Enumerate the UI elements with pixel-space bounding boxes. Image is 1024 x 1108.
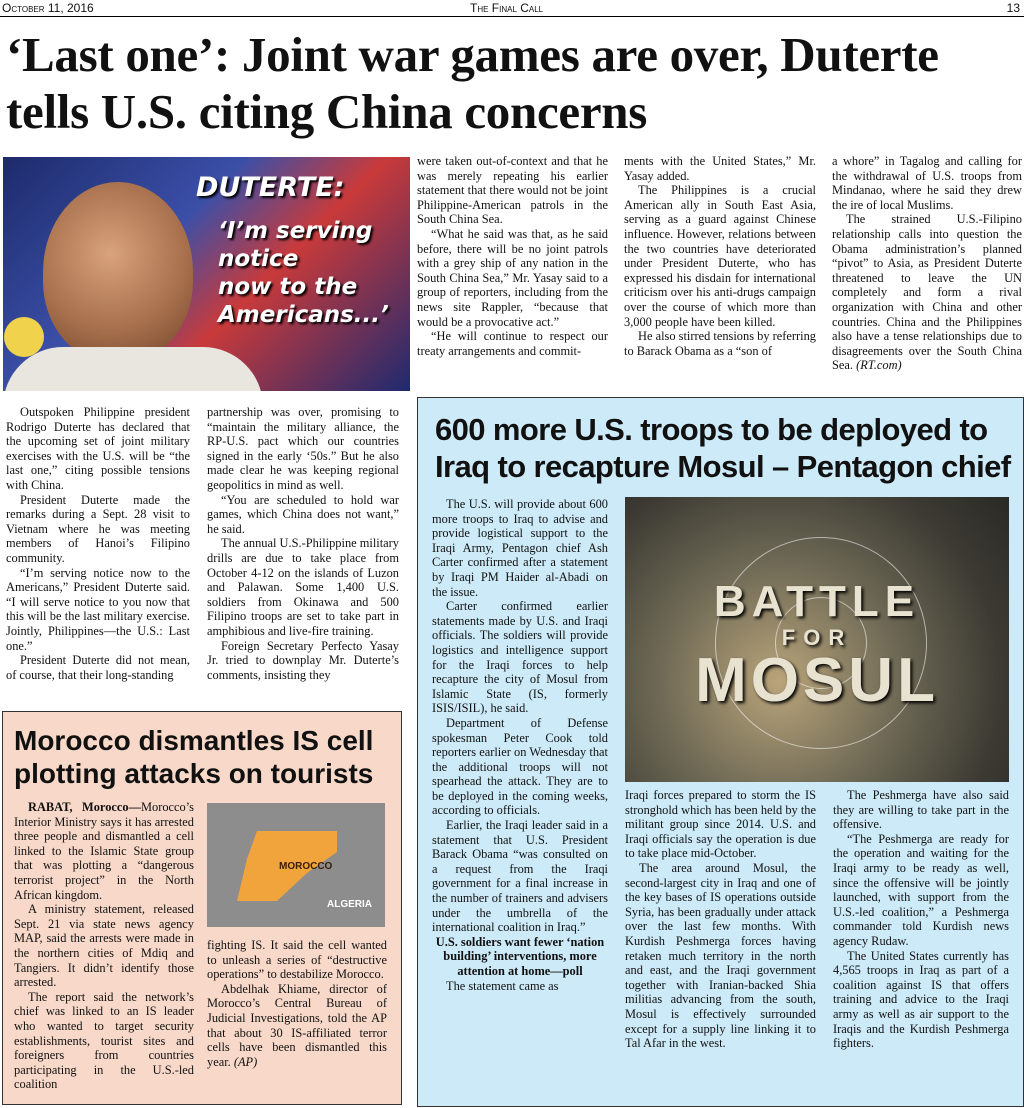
- paragraph: Outspoken Philippine president Rodrigo Duterte has declared that the upcoming set of joint military exercises with the U.S. will be “the last one,” citing possible tensions with China.: [6, 405, 190, 492]
- paragraph: The U.S. will provide about 600 more troops to Iraq to advise and provide logistical support to the Iraqi Army, Pentagon chief Ash Carter confirmed after a statement by Iraqi PM Haider al-Abadi on the issue.: [432, 497, 608, 599]
- main-headline: ‘Last one’: Joint war games are over, Duterte tells U.S. citing China concerns: [6, 27, 939, 139]
- image-text-for: FOR: [781, 625, 853, 650]
- paragraph: “I’m serving notice now to the Americans,” President Duterte said. “I will serve notice to you now that this will be the last military exercise. Jointly, Philippines—the U.S.: Last one.”: [6, 565, 190, 653]
- paragraph: partnership was over, promising to “maintain the military alliance, the RP-U.S. pact which our countries signed in the early ‘50s.” But he also made clear he was keeping regional geopolitics in mind as well.: [207, 405, 399, 492]
- paragraph: A ministry statement, released Sept. 21 via state news agency MAP, said the arrests were made in the northern cities of Mdiq and Tangiers. It didn’t identify those arrested.: [14, 902, 194, 990]
- main-story-col-5: [832, 154, 1022, 373]
- mosul-col-2: [625, 788, 816, 1051]
- paragraph: The area around Mosul, the second-largest city in Iraq and one of the key bases of IS operations outside Syria, has been gradually under attack over the last few months. With Kurdish Peshmerga forces having retaken much territory in the north and east, and the Iraqi government together with Iranian-backed Shia militias advancing from the south, Mosul is effectively surrounded except for a supply line linking it to Tal Afar in the west.: [625, 860, 816, 1051]
- paragraph: The United States currently has 4,565 troops in Iraq as part of a coalition against IS that offers training and advice to the Iraqi army as well as air support to the Iraqis and the Kurdish Peshmerga fighters.: [833, 948, 1009, 1051]
- main-story-col-1: [6, 405, 190, 682]
- source-credit: (RT.com): [856, 358, 902, 373]
- paragraph: Foreign Secretary Perfecto Yasay Jr. tried to downplay Mr. Duterte’s comments, insisting they: [207, 638, 399, 682]
- map-label-algeria: ALGERIA: [327, 899, 372, 910]
- paragraph: a whore” in Tagalog and calling for the withdrawal of U.S. troops from Mindanao, where he said they drew the ire of local Muslims.: [832, 154, 1022, 212]
- main-story-col-3: [417, 154, 608, 358]
- subhead: U.S. soldiers want fewer ‘nation building’ interventions, more attention at home—poll: [435, 934, 605, 978]
- paragraph: The statement came as: [446, 978, 559, 993]
- paragraph: The Peshmerga have also said they are willing to take part in the offensive.: [833, 788, 1009, 832]
- paragraph-text: The strained U.S.-Filipino relationship calls into question the Obama administration’s planned “pivot” to Asia, as President Duterte threatened to leave the UN completely and form a rival organization with China and other countries. China and the Philippines also have a tense relationships due to disagreements over the South China Sea.: [832, 212, 1022, 373]
- paragraph: “The Peshmerga are ready for the operation and waiting for the Iraqi army to be ready as well, since the offensive will be jointly launched, with support from the U.S.-led coalition,” a Peshmerga commander told Kurdish news agency Rudaw.: [833, 831, 1009, 948]
- image-text-battle: BATTLE: [713, 577, 921, 626]
- photo-caption-title: DUTERTE:: [196, 172, 345, 203]
- main-story-col-4: [624, 154, 816, 358]
- paragraph: The report said the network’s chief was linked to an IS leader who wanted to target security establishments, tourist sites and foreigners from countries participating in the U.S.-led coalition: [14, 989, 194, 1092]
- paragraph: He also stirred tensions by referring to Barack Obama as a “son of: [624, 329, 816, 358]
- folio-page-number: 13: [1006, 1, 1020, 15]
- morocco-headline: Morocco dismantles IS cell plotting attacks on tourists: [14, 725, 374, 789]
- morocco-map: [207, 803, 385, 927]
- morocco-col-2: [207, 938, 387, 1069]
- paragraph: “What he said was that, as he said before, there will be no joint patrols with a grey ship of any nation in the South China Sea,” Mr. Yasay said to a group of reporters, including from the news site Rappler, “because that would be a provocative act.”: [417, 226, 608, 329]
- image-text-mosul: MOSUL: [695, 646, 939, 715]
- map-label-morocco: MOROCCO: [279, 861, 333, 872]
- flag-sun-icon: [4, 317, 44, 357]
- mosul-col-3: [833, 788, 1009, 1051]
- source-credit: (AP): [233, 1054, 258, 1069]
- main-story-col-2: [207, 405, 399, 682]
- paragraph: were taken out-of-context and that he was merely repeating his earlier statement that there would not be joint Philippine-American patrols in the South China Sea.: [417, 154, 608, 227]
- dateline: RABAT, Morocco—: [28, 800, 141, 814]
- paragraph: [832, 212, 1022, 373]
- paragraph: Earlier, the Iraqi leader said in a statement that U.S. President Barack Obama “was consulted on a request from the Iraqi government for a final increase in the number of trainers and advisers under the umbrella of the international coalition in Iraq.”: [432, 818, 608, 935]
- morocco-col-1: [14, 800, 194, 1092]
- paragraph: President Duterte did not mean, of course, that their long-standing: [6, 653, 190, 682]
- mosul-headline: 600 more U.S. troops to be deployed to Iraq to recapture Mosul – Pentagon chief: [435, 412, 1011, 484]
- paragraph: Carter confirmed earlier statements made by U.S. and Iraqi officials. The soldiers will provide logistics and intelligence support for the Iraqi forces to help recapture the city of Mosul from Islamic State (IS, formerly ISIS/ISIL), he said.: [432, 599, 608, 716]
- paragraph: President Duterte made the remarks during a Sept. 28 visit to Vietnam where he was meeting members of Hanoi’s Filipino community.: [6, 492, 190, 565]
- photo-caption-quote: ‘I’m serving notice now to the Americans...’: [218, 218, 389, 328]
- folio-paper-name: The Final Call: [470, 1, 544, 15]
- battle-for-mosul-image: [625, 497, 1009, 782]
- paragraph: Department of Defense spokesman Peter Cook told reporters earlier on Wednesday that the additional troops will not spearhead the attack. They are to be deployed in the coming weeks, according to officials.: [432, 715, 608, 818]
- folio-date: October 11, 2016: [2, 1, 94, 15]
- paragraph-text: Morocco’s Interior Ministry says it has arrested three people and dismantled a cell linked to the Islamic State group that was plotting a “dangerous terrorist project” in the North African kingdom.: [14, 800, 194, 902]
- paragraph: “You are scheduled to hold war games, which China does not want,” he said.: [207, 492, 399, 536]
- paragraph: Iraqi forces prepared to storm the IS stronghold which has been held by the militant group since 2014. U.S. and Iraqi officials say the operation is due to take place mid-October.: [625, 788, 816, 861]
- paragraph: ments with the United States,” Mr. Yasay added.: [624, 154, 816, 183]
- duterte-shirt: [3, 347, 263, 391]
- paragraph: fighting IS. It said the cell wanted to unleash a series of “destructive operations” to destabilize Morocco.: [207, 938, 387, 982]
- folio-bar: [0, 0, 1024, 17]
- paragraph: The Philippines is a crucial American ally in South East Asia, serving as a guard against Chinese influence. However, relations between the two countries have deteriorated under President Duterte, who has expressed his disdain for international criticism over his anti-drugs campaign over the course of which more than 3,000 people have been killed.: [624, 183, 816, 329]
- duterte-portrait: [43, 182, 193, 362]
- mosul-col-1: [432, 497, 608, 993]
- paragraph-text: Abdelhak Khiame, director of Morocco’s Central Bureau of Judicial Investigations, told the AP that about 30 IS-affiliated terror cells have been dismantled this year.: [207, 981, 387, 1069]
- paragraph: [14, 800, 194, 902]
- paragraph: The annual U.S.-Philippine military drills are due to take place from October 4-12 on the islands of Luzon and Palawan. Some 1,400 U.S. soldiers from Okinawa and 500 Filipino troops are set to take part in amphibious and live-fire training.: [207, 536, 399, 638]
- paragraph: “He will continue to respect our treaty arrangements and commit-: [417, 329, 608, 358]
- paragraph: [207, 982, 387, 1070]
